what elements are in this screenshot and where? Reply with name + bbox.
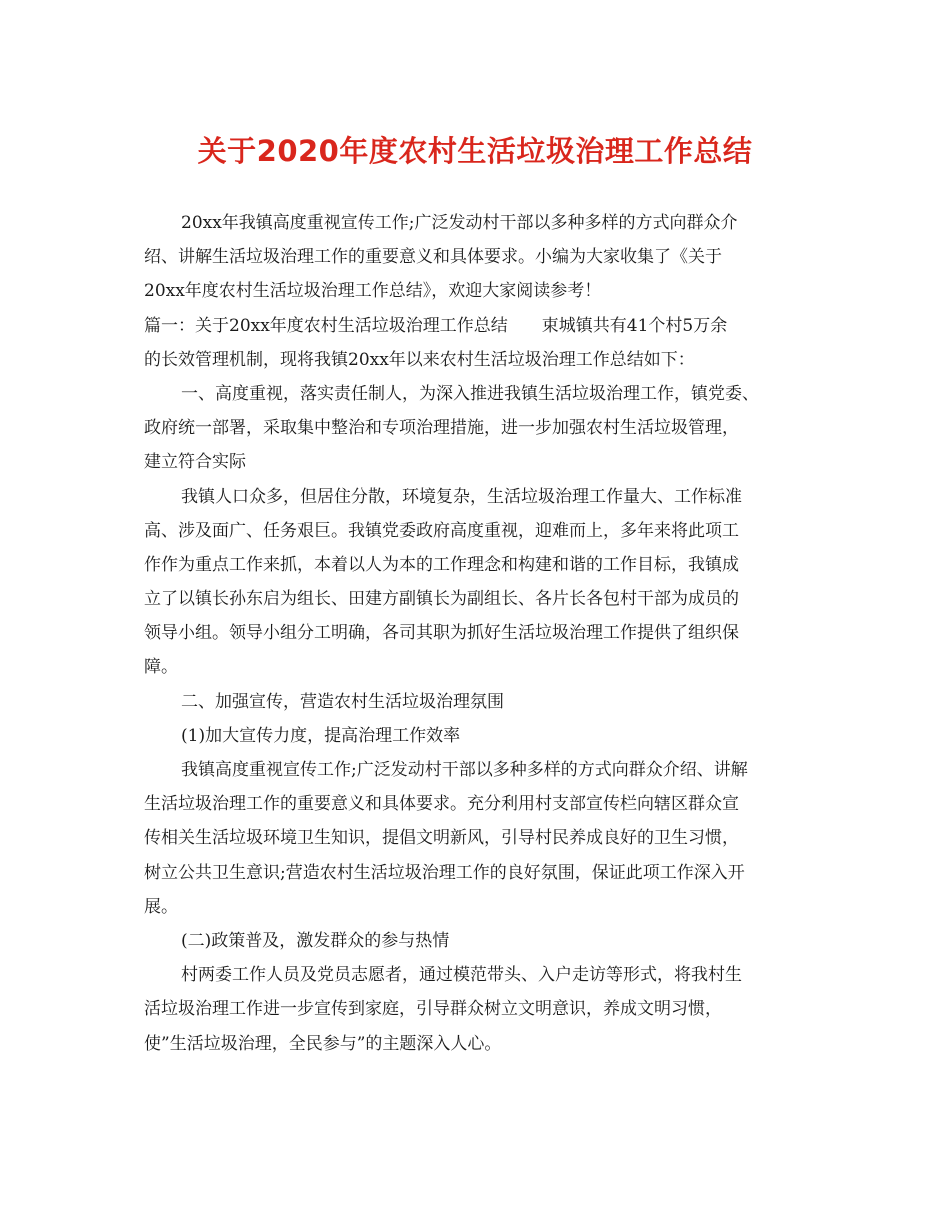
- text-line: 障。: [144, 657, 178, 678]
- text-line: 我镇人口众多，但居住分散，环境复杂，生活垃圾治理工作量大、工作标准: [181, 486, 742, 507]
- text-line: 活垃圾治理工作进一步宣传到家庭，引导群众树立文明意识，养成文明习惯，: [144, 999, 722, 1020]
- text-line: 建立符合实际: [144, 452, 246, 473]
- text-line: 绍、讲解生活垃圾治理工作的重要意义和具体要求。小编为大家收集了《关于: [144, 247, 722, 268]
- text-line: 政府统一部署，采取集中整治和专项治理措施，进一步加强农村生活垃圾管理，: [144, 418, 739, 439]
- text-line: 生活垃圾治理工作的重要意义和具体要求。充分利用村支部宣传栏向辖区群众宣: [144, 794, 739, 815]
- text-line: 一、高度重视，落实责任制人，为深入推进我镇生活垃圾治理工作，镇党委、: [181, 383, 759, 404]
- text-line: 高、涉及面广、任务艰巨。我镇党委政府高度重视，迎难而上，多年来将此项工: [144, 520, 739, 541]
- text-line: 20xx年我镇高度重视宣传工作;广泛发动村干部以多种多样的方式向群众介: [181, 213, 738, 233]
- text-line: 传相关生活垃圾环境卫生知识，提倡文明新风，引导村民养成良好的卫生习惯，: [144, 828, 739, 849]
- text-line: (1)加大宣传力度，提高治理工作效率: [181, 725, 461, 746]
- text-line: 的长效管理机制，现将我镇20xx年以来农村生活垃圾治理工作总结如下：: [144, 349, 695, 370]
- text-line: 20xx年度农村生活垃圾治理工作总结》，欢迎大家阅读参考！: [144, 281, 602, 302]
- text-line: 作作为重点工作来抓，本着以人为本的工作理念和构建和谐的工作目标，我镇成: [144, 554, 739, 575]
- document-title: 关于2020年度农村生活垃圾治理工作总结: [197, 134, 753, 168]
- text-line: (二)政策普及，激发群众的参与热情: [181, 930, 450, 951]
- text-line: 树立公共卫生意识;营造农村生活垃圾治理工作的良好氛围，保证此项工作深入开: [144, 862, 745, 883]
- text-line: 村两委工作人员及党员志愿者，通过模范带头、入户走访等形式，将我村生: [181, 965, 742, 986]
- text-line: 立了以镇长孙东启为组长、田建方副镇长为副组长、各片长各包村干部为成员的: [144, 589, 739, 610]
- text-line: 使”生活垃圾治理，全民参与”的主题深入人心。: [144, 1033, 502, 1054]
- text-line: 展。: [144, 896, 178, 917]
- text-line: 篇一：关于20xx年度农村生活垃圾治理工作总结 束城镇共有41个村5万余: [144, 315, 728, 336]
- document-body: [144, 206, 816, 1061]
- text-line: 我镇高度重视宣传工作;广泛发动村干部以多种多样的方式向群众介绍、讲解: [181, 760, 748, 780]
- text-line: 二、加强宣传，营造农村生活垃圾治理氛围: [181, 691, 504, 712]
- text-line: 领导小组。领导小组分工明确，各司其职为抓好生活垃圾治理工作提供了组织保: [144, 623, 739, 644]
